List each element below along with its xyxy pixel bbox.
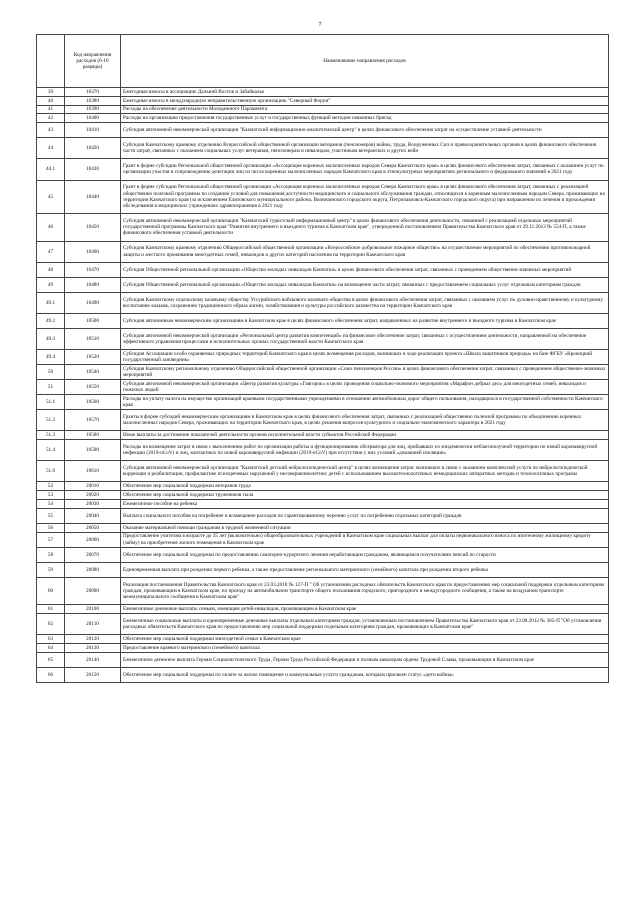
table-row [37, 262, 609, 277]
row-name-cell: Гранты в форме субсидий некоммерческим организациям в Камчатском крае в целях финансового обеспечения затрат, связанных с реализацией общественно полезной программы по объединению коренных малочисленных народов Севера, проживающих на территории Камчатского края, в целях решения вопросов культурного и социально-экономического характера в 2021 году [121, 410, 609, 431]
table-header-row [37, 35, 609, 88]
table-row [37, 440, 609, 461]
row-name-cell: Предоставление краевого материнского (семейного) капитала [121, 643, 609, 652]
row-name-cell: Субсидия Камчатскому краевому отделению Общероссийской общественной организации «Всероссийское добровольное пожарное общество» на осуществление мероприятий по обеспечению противопожарной защиты и жесткого проживания многодетных семей, инвалидов и других категорий населения на территории Камчатского края [121, 241, 609, 262]
table-row [37, 138, 609, 159]
table-row [37, 313, 609, 328]
table-body [37, 88, 609, 683]
row-number-cell: 51.3 [37, 431, 65, 440]
row-name-cell: Обеспечение мер социальной поддержки многодетной семьи в Камчатском крае [121, 635, 609, 644]
row-name-cell: Расходы на возмещение затрат в связи с выполнением работ по организации работы и функционированию обсерватора для лиц, прибывших из эпидемически неблагополучной территории по новой коронавирусной инфекции (2019-nCoV) и лиц, контактных по новой коронавирусной инфекции (2019-nCoV) при отсутствии у них условий «домашней изоляции» [121, 440, 609, 461]
row-number-cell: 49.3 [37, 328, 65, 349]
row-number-cell: 55 [37, 508, 65, 523]
row-name-cell: Выплата социального пособия на погребение и возмещение расходов по гарантированному перечню услуг по погребению отдельных категорий граждан [121, 508, 609, 523]
row-name-cell: Обеспечение мер социальной поддержки тружеников тыла [121, 491, 609, 500]
row-code-cell: 10470 [65, 262, 121, 277]
table-row [37, 667, 609, 682]
row-code-cell: 10580 [65, 431, 121, 440]
row-number-cell: 59 [37, 562, 65, 577]
page-number: 7 [318, 22, 322, 28]
row-code-cell: 10460 [65, 241, 121, 262]
row-code-cell: 10450 [65, 214, 121, 241]
row-name-cell: Оказание материальной помощи гражданам в трудной жизненной ситуации [121, 523, 609, 532]
row-code-cell: 20070 [65, 547, 121, 562]
row-code-cell: 10410 [65, 123, 121, 138]
row-number-cell: 64 [37, 643, 65, 652]
row-number-cell: 41 [37, 105, 65, 114]
expense-directions-table [36, 34, 609, 683]
table-row [37, 643, 609, 652]
row-name-cell: Грант в форме субсидии Региональной общественной организации «Ассоциация коренных малочисленных народов Севера Камчатского края» в целях финансового обеспечения затрат, связанных с реализацией общественно полезной программы по созданию условий для повышения доступности медицинского и социального обслуживания граждан, относящихся к коренным малочисленным народам Севера, проживающих на территории Камчатского края (за исключением Елизовского муниципального района, Вилючинского городского округа, Петропавловск-Камчатского городского округа) при направлении их лечения и прохождения обследования в медицинских учреждениях здравоохранения в 2021 году [121, 180, 609, 214]
row-code-cell: 10560 [65, 395, 121, 410]
table-row [37, 547, 609, 562]
table-row [37, 159, 609, 180]
row-name-cell: Субсидия Общественной региональной организации «Общество молодых инвалидов Камчатки» на возмещение части затрат, связанных с предоставлением социальных услуг отдельным категориям граждан [121, 277, 609, 292]
row-number-cell: 57 [37, 532, 65, 547]
row-name-cell: Ежегодные взносы в ассоциацию Дальний Восток и Забайкалье [121, 88, 609, 97]
row-code-cell: 10440 [65, 180, 121, 214]
table-row [37, 482, 609, 491]
table-row [37, 605, 609, 614]
row-code-cell: 10520 [65, 350, 121, 365]
row-number-cell: 49.1 [37, 292, 65, 313]
row-code-cell: 10400 [65, 114, 121, 123]
row-name-cell: Ежемесячные денежные выплаты семьям, имеющим детей-инвалидов, проживающим в Камчатском крае [121, 605, 609, 614]
row-name-cell: Субсидия Ассоциации особо охраняемых природных территорий Камчатского края в целях возмещения расходов, возникших в ходе реализации проекта «Школа защитников природы» на базе ФГБУ «Кроноцкий государственный заповедник» [121, 350, 609, 365]
row-number-cell: 51.6 [37, 461, 65, 482]
row-code-cell: 10480 [65, 277, 121, 292]
row-number-cell: 42 [37, 114, 65, 123]
row-code-cell: 20080 [65, 562, 121, 577]
row-name-cell: Обеспечение мер социальной поддержки по предоставлению санаторно-курортного лечения неработающим гражданам, являющимся получателями пенсий по старости [121, 547, 609, 562]
table-row [37, 114, 609, 123]
row-code-cell: 20060 [65, 532, 121, 547]
table-row [37, 277, 609, 292]
row-code-cell: 20100 [65, 605, 121, 614]
row-name-cell: Предоставление учителям в возрасте до 35 лет (включительно) общеобразовательных учреждений в Камчатском крае социальных выплат для оплаты первоначального взноса по ипотечному жилищному кредиту (займу) на приобретение жилого помещения в Камчатском крае [121, 532, 609, 547]
table-row [37, 613, 609, 634]
row-code-cell: 10550 [65, 380, 121, 395]
table-row [37, 96, 609, 105]
row-code-cell: 10370 [65, 88, 121, 97]
row-name-cell: Ежегодные взносы в международную неправительственную организацию "Северный Форум" [121, 96, 609, 105]
row-code-cell: 20010 [65, 482, 121, 491]
row-name-cell: Субсидия автономной некоммерческой организации "Камчатский информационно-аналитический центр" в целях финансового обеспечения затрат на осуществление уставной деятельности [121, 123, 609, 138]
table-row [37, 500, 609, 509]
row-number-cell: 66 [37, 667, 65, 682]
table-row [37, 365, 609, 380]
table-row [37, 180, 609, 214]
row-code-cell: 10430 [65, 159, 121, 180]
row-code-cell: 20110 [65, 613, 121, 634]
row-name-cell: Единовременная выплата при рождении первого ребенка, а также предоставление регионального материнского (семейного) капитала при рождении второго ребенка [121, 562, 609, 577]
row-code-cell: 10420 [65, 138, 121, 159]
row-code-cell: 10500 [65, 313, 121, 328]
table-row [37, 562, 609, 577]
row-name-cell: Субсидия Камчатскому отдельскому казачьему обществу Уссурийского войскового казачьего общества в целях финансового обеспечения затрат, связанных с оказанием услуг по духовно-нравственному и культурному воспитанию казаков, сохранению традиционного образа жизни, хозяйствования и культуры российского казачества на территории Камчатского края [121, 292, 609, 313]
row-name-cell: Обеспечение мер социальной поддержки ветеранов труда [121, 482, 609, 491]
row-name-cell: Расходы на обеспечение деятельности Молодежного Парламента [121, 105, 609, 114]
row-number-cell: 43 [37, 123, 65, 138]
row-code-cell: 20040 [65, 508, 121, 523]
row-name-cell: Реализация постановления Правительства Камчатского края от 23.03.2010 № 127-П " Об установлении расходных обязательств Камчатского края по предоставлению мер социальной поддержки отдельным категориям граждан, проживающим в Камчатском крае, по проезду на автомобильном транспорте общего пользования городского, пригородного и междугородного сообщения, а также на воздушном транспорте межмуниципального сообщения в Камчатском крае" [121, 577, 609, 604]
row-name-cell: Расходы на уплату налога на имущество организаций краевыми государственными учреждениями в отношении автомобильных дорог общего пользования, находящихся в государственной собственности Камчатского края [121, 395, 609, 410]
row-number-cell: 51 [37, 380, 65, 395]
row-number-cell: 47 [37, 241, 65, 262]
row-name-cell: Субсидия автономной некоммерческой организации "Камчатский детский нейрологопедический центр" в целях возмещения затрат, возникших в связи с оказанием комплексной услуги по нейрологопедической коррекции и реабилитации, профилактике психоречевых нарушений у несовершеннолетних детей с использованием высокотехнологичных немедицинских аппаратных методик и технологичных программ [121, 461, 609, 482]
row-code-cell: 20050 [65, 523, 121, 532]
table-row [37, 508, 609, 523]
row-number-cell: 51.2 [37, 410, 65, 431]
row-number-cell: 63 [37, 635, 65, 644]
row-name-cell: Субсидия Общественной региональной организации «Общество молодых инвалидов Камчатки» в целях финансового обеспечения затрат, связанных с проведением общественно-значимых мероприятий [121, 262, 609, 277]
row-code-cell: 20090 [65, 577, 121, 604]
table-row [37, 410, 609, 431]
table-row [37, 214, 609, 241]
header-code-cell: Код направления расходов (6-10 разряды) [65, 35, 121, 88]
row-number-cell: 56 [37, 523, 65, 532]
row-code-cell: 20030 [65, 500, 121, 509]
row-number-cell: 52 [37, 482, 65, 491]
row-code-cell: 10590 [65, 440, 121, 461]
row-number-cell: 49.4 [37, 350, 65, 365]
row-code-cell: 10540 [65, 365, 121, 380]
table-row [37, 431, 609, 440]
row-code-cell: 10510 [65, 328, 121, 349]
row-name-cell: Субсидия автономной некоммерческой организации «Региональный центр развития компетенций» на финансовое обеспечение затрат, связанных с осуществлением деятельности, направленной на обеспечение эффективного управления процессами в исполнительных органах государственной власти Камчатского края [121, 328, 609, 349]
row-number-cell: 62 [37, 613, 65, 634]
row-number-cell: 58 [37, 547, 65, 562]
table-row [37, 635, 609, 644]
row-number-cell: 45 [37, 180, 65, 214]
table-row [37, 292, 609, 313]
row-code-cell: 10610 [65, 461, 121, 482]
row-number-cell: 46 [37, 214, 65, 241]
row-name-cell: Субсидия Камчатскому краевому отделению Всероссийской общественной организации ветеранов (пенсионеров) войны, труда, Вооруженных Сил и правоохранительных органов в целях финансового обеспечения части затрат, связанных с оказанием социальных услуг ветеранам, пенсионерам и инвалидам, участникам ветеранских и других войн [121, 138, 609, 159]
row-name-cell: Ежемесячные социальные выплаты и единовременные денежные выплаты отдельным категориям граждан, установленным постановлением Правительства Камчатского края от 23.08.2012 № 385-П "Об установлении расходных обязательств Камчатского края по предоставлению мер социальной поддержки отдельным категориям граждан, проживающих в Камчатском крае" [121, 613, 609, 634]
header-name-cell: Наименование направления расходов [121, 35, 609, 88]
row-code-cell: 10390 [65, 105, 121, 114]
table-row [37, 350, 609, 365]
table-row [37, 395, 609, 410]
row-number-cell: 50 [37, 365, 65, 380]
row-number-cell: 49.2 [37, 313, 65, 328]
table-row [37, 491, 609, 500]
row-number-cell: 44.1 [37, 159, 65, 180]
table-row [37, 88, 609, 97]
table-row [37, 328, 609, 349]
table-row [37, 523, 609, 532]
table-row [37, 105, 609, 114]
header-number-cell [37, 35, 65, 88]
row-code-cell: 10570 [65, 410, 121, 431]
table-row [37, 577, 609, 604]
row-code-cell: 20150 [65, 667, 121, 682]
row-name-cell: Грант в форме субсидии Региональной общественной организации «Ассоциация коренных малочисленных народов Севара Камчатского края» в целях финансового обеспечения затрат, связанных с оказанием услуг по организации участия и сопровождению делегации лиц из числа коренных малочисленных народов Камчатского края в этнокультурных мероприятиях регионального и федерального значений в 2021 году [121, 159, 609, 180]
row-number-cell: 51.4 [37, 440, 65, 461]
row-number-cell: 61 [37, 605, 65, 614]
table-row [37, 123, 609, 138]
row-number-cell: 40 [37, 96, 65, 105]
row-name-cell: Расходы на организацию предоставления государственных услуг и государственных функций методом связанных бригад [121, 114, 609, 123]
row-number-cell: 39 [37, 88, 65, 97]
row-number-cell: 44 [37, 138, 65, 159]
row-name-cell: Субсидия автономным некоммерческим организациям в Камчатском крае в целях финансового обеспечения затрат, направленных на развитие внутреннего и въездного туризма в Камчатском крае [121, 313, 609, 328]
table-row [37, 532, 609, 547]
row-code-cell: 10380 [65, 96, 121, 105]
table-row [37, 461, 609, 482]
table-row [37, 241, 609, 262]
table-row [37, 380, 609, 395]
row-name-cell: Ежемесячное пособие на ребенка [121, 500, 609, 509]
row-code-cell: 20130 [65, 643, 121, 652]
row-code-cell: 20120 [65, 635, 121, 644]
row-name-cell: Ежемесячное денежное выплата Героям Социалистического Труда, Героям Труда Российской Федерации и полным кавалерам ордена Трудовой Славы, проживающим в Камчатском крае [121, 652, 609, 667]
row-name-cell: Субсидия автономной некоммерческой организации «Центр развития культуры «Гавгорок» в целях проведения социально-значимого мероприятия «Марафон добрых дел» для многодетных семей, инвалидов и пожилых людей [121, 380, 609, 395]
row-name-cell: Субсидия автономной некоммерческой организации "Камчатский туристский информационный центр" в целях финансового обеспечения деятельности, связанной с реализацией отдельных мероприятий государственной программы Камчатского края "Развитие внутреннего и въездного туризма в Камчатском крае", утвержденной постановлением Правительства Камчатского края от 29.11.2013 № 554-П, а также финансового обеспечения уставной деятельности [121, 214, 609, 241]
row-number-cell: 65 [37, 652, 65, 667]
row-code-cell: 10490 [65, 292, 121, 313]
table-row [37, 652, 609, 667]
row-number-cell: 49 [37, 277, 65, 292]
row-name-cell: Субсидия Камчатскому региональному отделению Общероссийской общественной организации «Союз пенсионеров России» в целях финансового обеспечения затрат, связанных с проведением общественно-значимых мероприятий [121, 365, 609, 380]
row-name-cell: Обеспечение мер социальной поддержки по оплате за жилое помещение и коммунальные услуги гражданам, которым присвоен статус «дети войны» [121, 667, 609, 682]
row-name-cell: Иные выплаты за достижение показателей деятельности органов исполнительной власти субъектов Российской Федерации [121, 431, 609, 440]
row-number-cell: 51.1 [37, 395, 65, 410]
row-code-cell: 20140 [65, 652, 121, 667]
row-code-cell: 20020 [65, 491, 121, 500]
row-number-cell: 48 [37, 262, 65, 277]
row-number-cell: 53 [37, 491, 65, 500]
row-number-cell: 60 [37, 577, 65, 604]
row-number-cell: 54 [37, 500, 65, 509]
